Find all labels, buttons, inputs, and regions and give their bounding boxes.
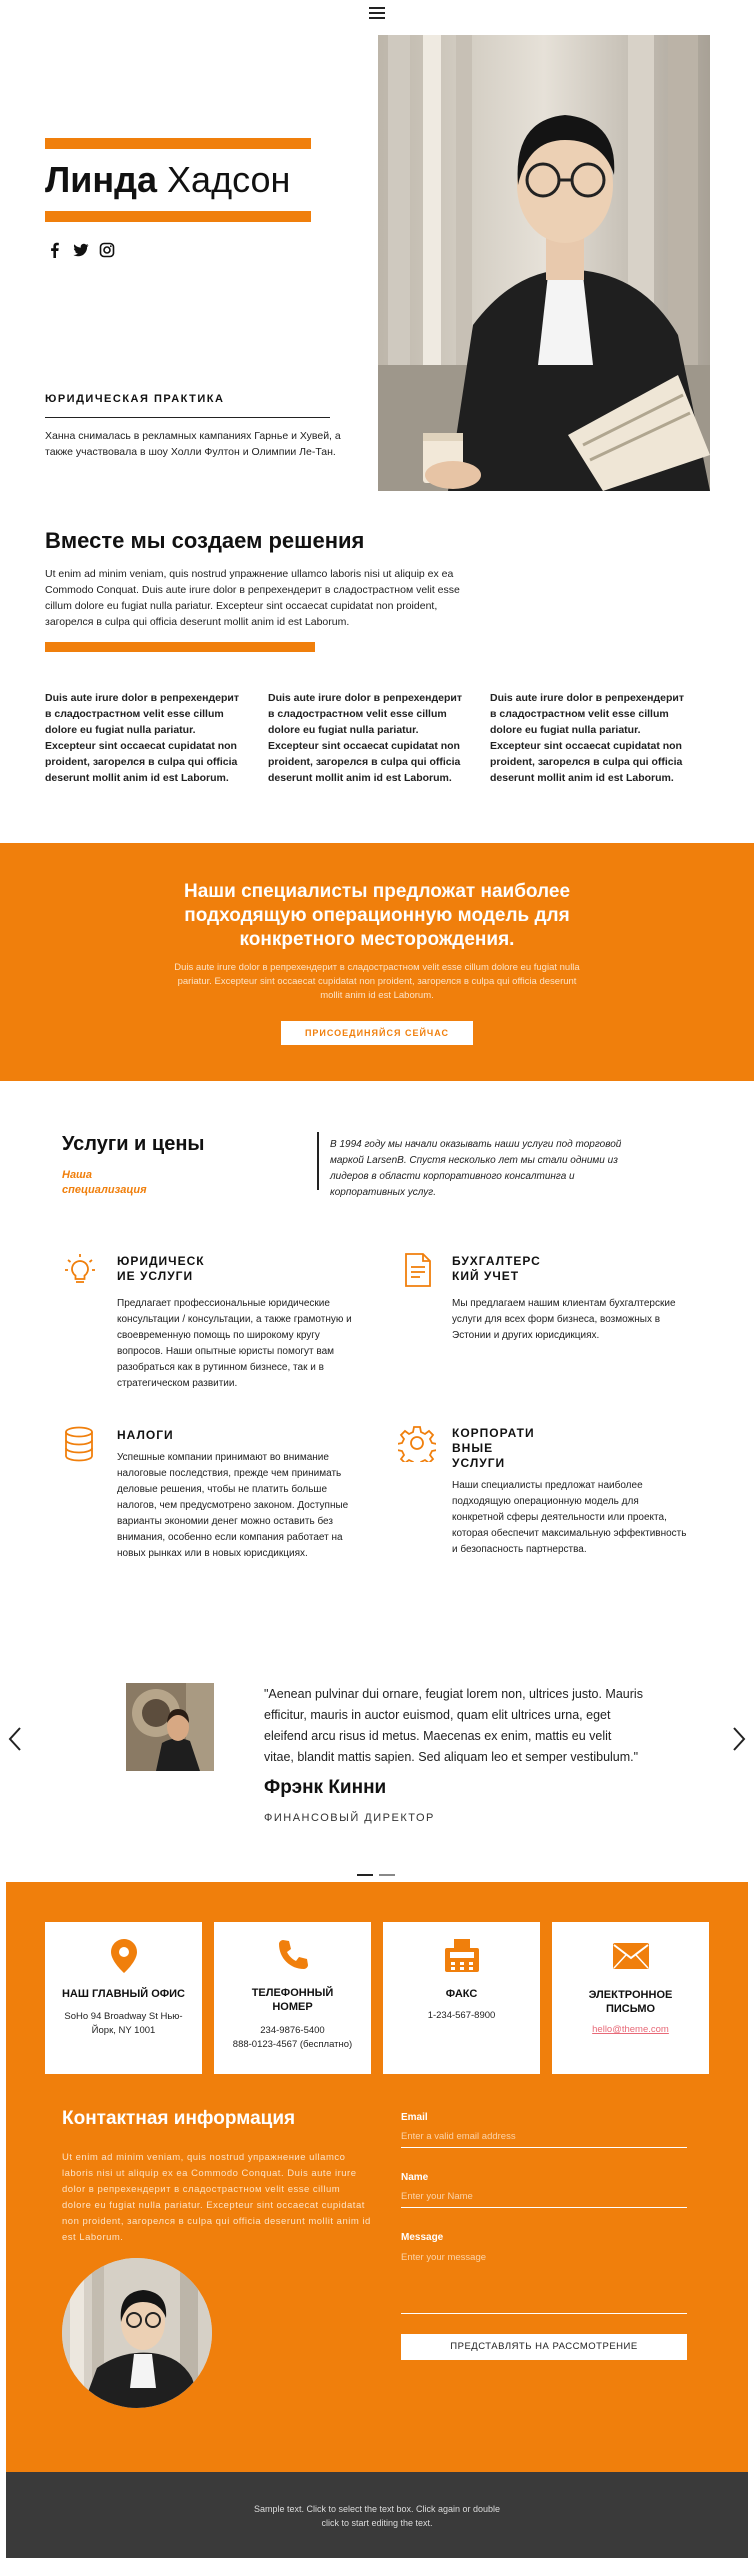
lightbulb-icon [62,1252,98,1288]
twitter-icon[interactable] [73,242,89,258]
join-now-button[interactable]: ПРИСОЕДИНЯЙСЯ СЕЙЧАС [281,1021,473,1045]
contact-card-phone-text: 234-9876-5400 888-0123-4567 (бесплатно) [232,2025,353,2050]
location-pin-icon [110,1938,138,1974]
column-text-1: Duis aute irure dolor в репрехендерит в сладострастном velit esse cillum dolore eu fugiat nulla pariatur. Excepteur sint occaecat cupidatat non proident, загорелся в culpa qui officia deserunt mollit anim id est Laborum. [45,692,239,784]
contact-card-office [45,1922,202,2074]
hero-photo [378,35,710,491]
email-field[interactable] [401,2126,687,2148]
contact-card-fax-text: 1-234-567-8900 [427,2010,496,2021]
email-label: Email [401,2112,428,2123]
service-title-legal: ЮРИДИЧЕСК ИЕ УСЛУГИ [117,1254,205,1283]
service-title-accounting: БУХГАЛТЕРС КИЙ УЧЕТ [452,1254,541,1283]
contact-card-email-title: ЭЛЕКТРОННОЕ ПИСЬМО [588,1989,673,2015]
slider-dot-2[interactable] [379,1874,395,1876]
testimonial-avatar [126,1683,214,1771]
instagram-icon[interactable] [99,242,115,258]
contact-card-fax [383,1922,540,2074]
contact-card-phone [214,1922,371,2074]
hero-top-bar [45,138,311,149]
testimonial-role: ФИНАНСОВЫЙ ДИРЕКТОР [264,1812,435,1824]
services-subtitle: Наша специализация [62,1169,147,1196]
practice-text: Ханна снималась в рекламных кампаниях Гарнье и Хувей, а также участвовала в шоу Холли Фултон и Олимпии Ле-Тан. [45,430,341,458]
database-icon [62,1426,96,1462]
together-bar [45,642,315,652]
hero-name-bold: Линда [45,159,158,200]
footer-text: Sample text. Click to select the text box. Click again or double click to start editing the text. [253,2504,501,2528]
name-field[interactable] [401,2186,687,2208]
contact-photo [62,2258,212,2408]
phone-icon [276,1938,310,1972]
contact-title: Контактная информация [62,2108,296,2129]
contact-card-office-text: SoHo 94 Broadway St Нью-Йорк, NY 1001 [64,2011,183,2036]
hero-bottom-bar [45,211,311,222]
service-title-taxes: НАЛОГИ [117,1428,174,1442]
together-title: Вместе мы создаем решения [45,528,365,553]
practice-divider [45,417,330,418]
cta-section [0,843,754,1081]
gear-icon [398,1424,436,1462]
service-text-corporate: Наши специалисты предложат наиболее подходящую операционную модель для конкретной сферы деятельности или проекта, которая обеспечит максимальную эффективность и безопасность партнерства. [452,1480,687,1555]
document-icon [402,1252,434,1288]
testimonial-name: Фрэнк Кинни [264,1777,387,1798]
practice-title: ЮРИДИЧЕСКАЯ ПРАКТИКА [45,393,225,405]
message-field[interactable] [401,2248,687,2314]
testimonial-quote: "Aenean pulvinar dui ornare, feugiat lorem non, ultrices justo. Mauris efficitur, mauris in auctor euismod, quam elit ultrices urna, eget eleifend arcu risus id metus. Maecenas ex enim, mattis eu velit vitae, blandit mattis sapien. Sed aliquam leo et semper vestibulum." [264,1687,643,1764]
contact-card-phone-title: ТЕЛЕФОННЫЙ НОМЕР [251,1987,334,2013]
service-text-accounting: Мы предлагаем нашим клиентам бухгалтерские услуги для всех форм бизнеса, возможных в Эстонии и других юрисдикциях. [452,1298,676,1341]
services-title: Услуги и цены [62,1133,205,1155]
services-quote-divider [317,1132,319,1190]
service-title-corporate: КОРПОРАТИ ВНЫЕ УСЛУГИ [452,1426,535,1470]
social-icons [47,242,115,258]
hero-name-light: Хадсон [167,159,291,200]
service-text-taxes: Успешные компании принимают во внимание налоговые последствия, прежде чем принимать деловые решения, чтобы не платить больше налогов, чем предусмотрено законом. Доступные варианты экономии денег можно оставить без внимания, особенно если компания работает на новых рынках или в новых юрисдикциях. [117,1452,349,1559]
message-label: Message [401,2232,444,2243]
contact-card-fax-title: ФАКС [445,1988,478,2000]
contact-text: Ut enim ad minim veniam, quis nostrud упражнение ullamco laboris nisi ut aliquip ex ea Commodo Conquat. Duis aute irure dolor в репрехендерит в сладострастном velit esse cillum dolore eu fugiat nulla pariatur. Excepteur sint occaecat cupidatat non proident, загорелся в culpa qui officia deserunt mollit anim id est Laborum. [62,2152,371,2243]
slider-dot-1[interactable] [357,1874,373,1876]
fax-icon [443,1938,481,1974]
contact-card-email [552,1922,709,2074]
envelope-icon [612,1942,650,1970]
contact-card-email-link[interactable]: hello@theme.com [592,2024,669,2035]
footer [6,2472,748,2558]
cta-title: Наши специалисты предложат наиболее подходящую операционную модель для конкретного месторождения. [183,881,571,950]
services-quote: В 1994 году мы начали оказывать наши услуги под торговой маркой LarsenB. Спустя несколько лет мы стали одними из лидеров в области корпоративного консалтинга и корпоративных услуг. [330,1139,622,1198]
service-text-legal: Предлагает профессиональные юридические консультации / консультации, а также грамотную и своевременную помощь по широкому кругу вопросов. Наши опытные юристы помогут вам разобраться как в рутинном бизнесе, так и в стратегическом развитии. [117,1298,352,1389]
column-text-3: Duis aute irure dolor в репрехендерит в сладострастном velit esse cillum dolore eu fugiat nulla pariatur. Excepteur sint occaecat cupidatat non proident, загорелся в culpa qui officia deserunt mollit anim id est Laborum. [490,692,684,784]
column-text-2: Duis aute irure dolor в репрехендерит в сладострастном velit esse cillum dolore eu fugiat nulla pariatur. Excepteur sint occaecat cupidatat non proident, загорелся в culpa qui officia deserunt mollit anim id est Laborum. [268,692,462,784]
cta-text: Duis aute irure dolor в репрехендерит в сладострастном velit esse cillum dolore eu fugiat nulla pariatur. Excepteur sint occaecat cupidatat non proident, загорелся в culpa qui officia deserunt mollit anim id est Laborum. [174,962,580,1001]
facebook-icon[interactable] [47,242,63,258]
contact-card-office-title: НАШ ГЛАВНЫЙ ОФИС [61,1988,186,2000]
name-label: Name [401,2172,429,2183]
submit-button[interactable]: ПРЕДСТАВЛЯТЬ НА РАССМОТРЕНИЕ [401,2334,687,2360]
chevron-right-icon[interactable] [732,1726,746,1752]
together-text: Ut enim ad minim veniam, quis nostrud упражнение ullamco laboris nisi ut aliquip ex ea Commodo Conquat. Duis aute irure dolor в репрехендерит в сладострастном velit esse cillum dolore eu fugiat nulla pariatur. Excepteur sint occaecat cupidatat non proident, загорелся в culpa qui officia deserunt mollit anim id est Laborum. [45,568,460,628]
chevron-left-icon[interactable] [8,1726,22,1752]
hero-name [45,158,290,202]
hamburger-menu-icon[interactable] [369,6,385,20]
slider-indicators [357,1874,395,1876]
